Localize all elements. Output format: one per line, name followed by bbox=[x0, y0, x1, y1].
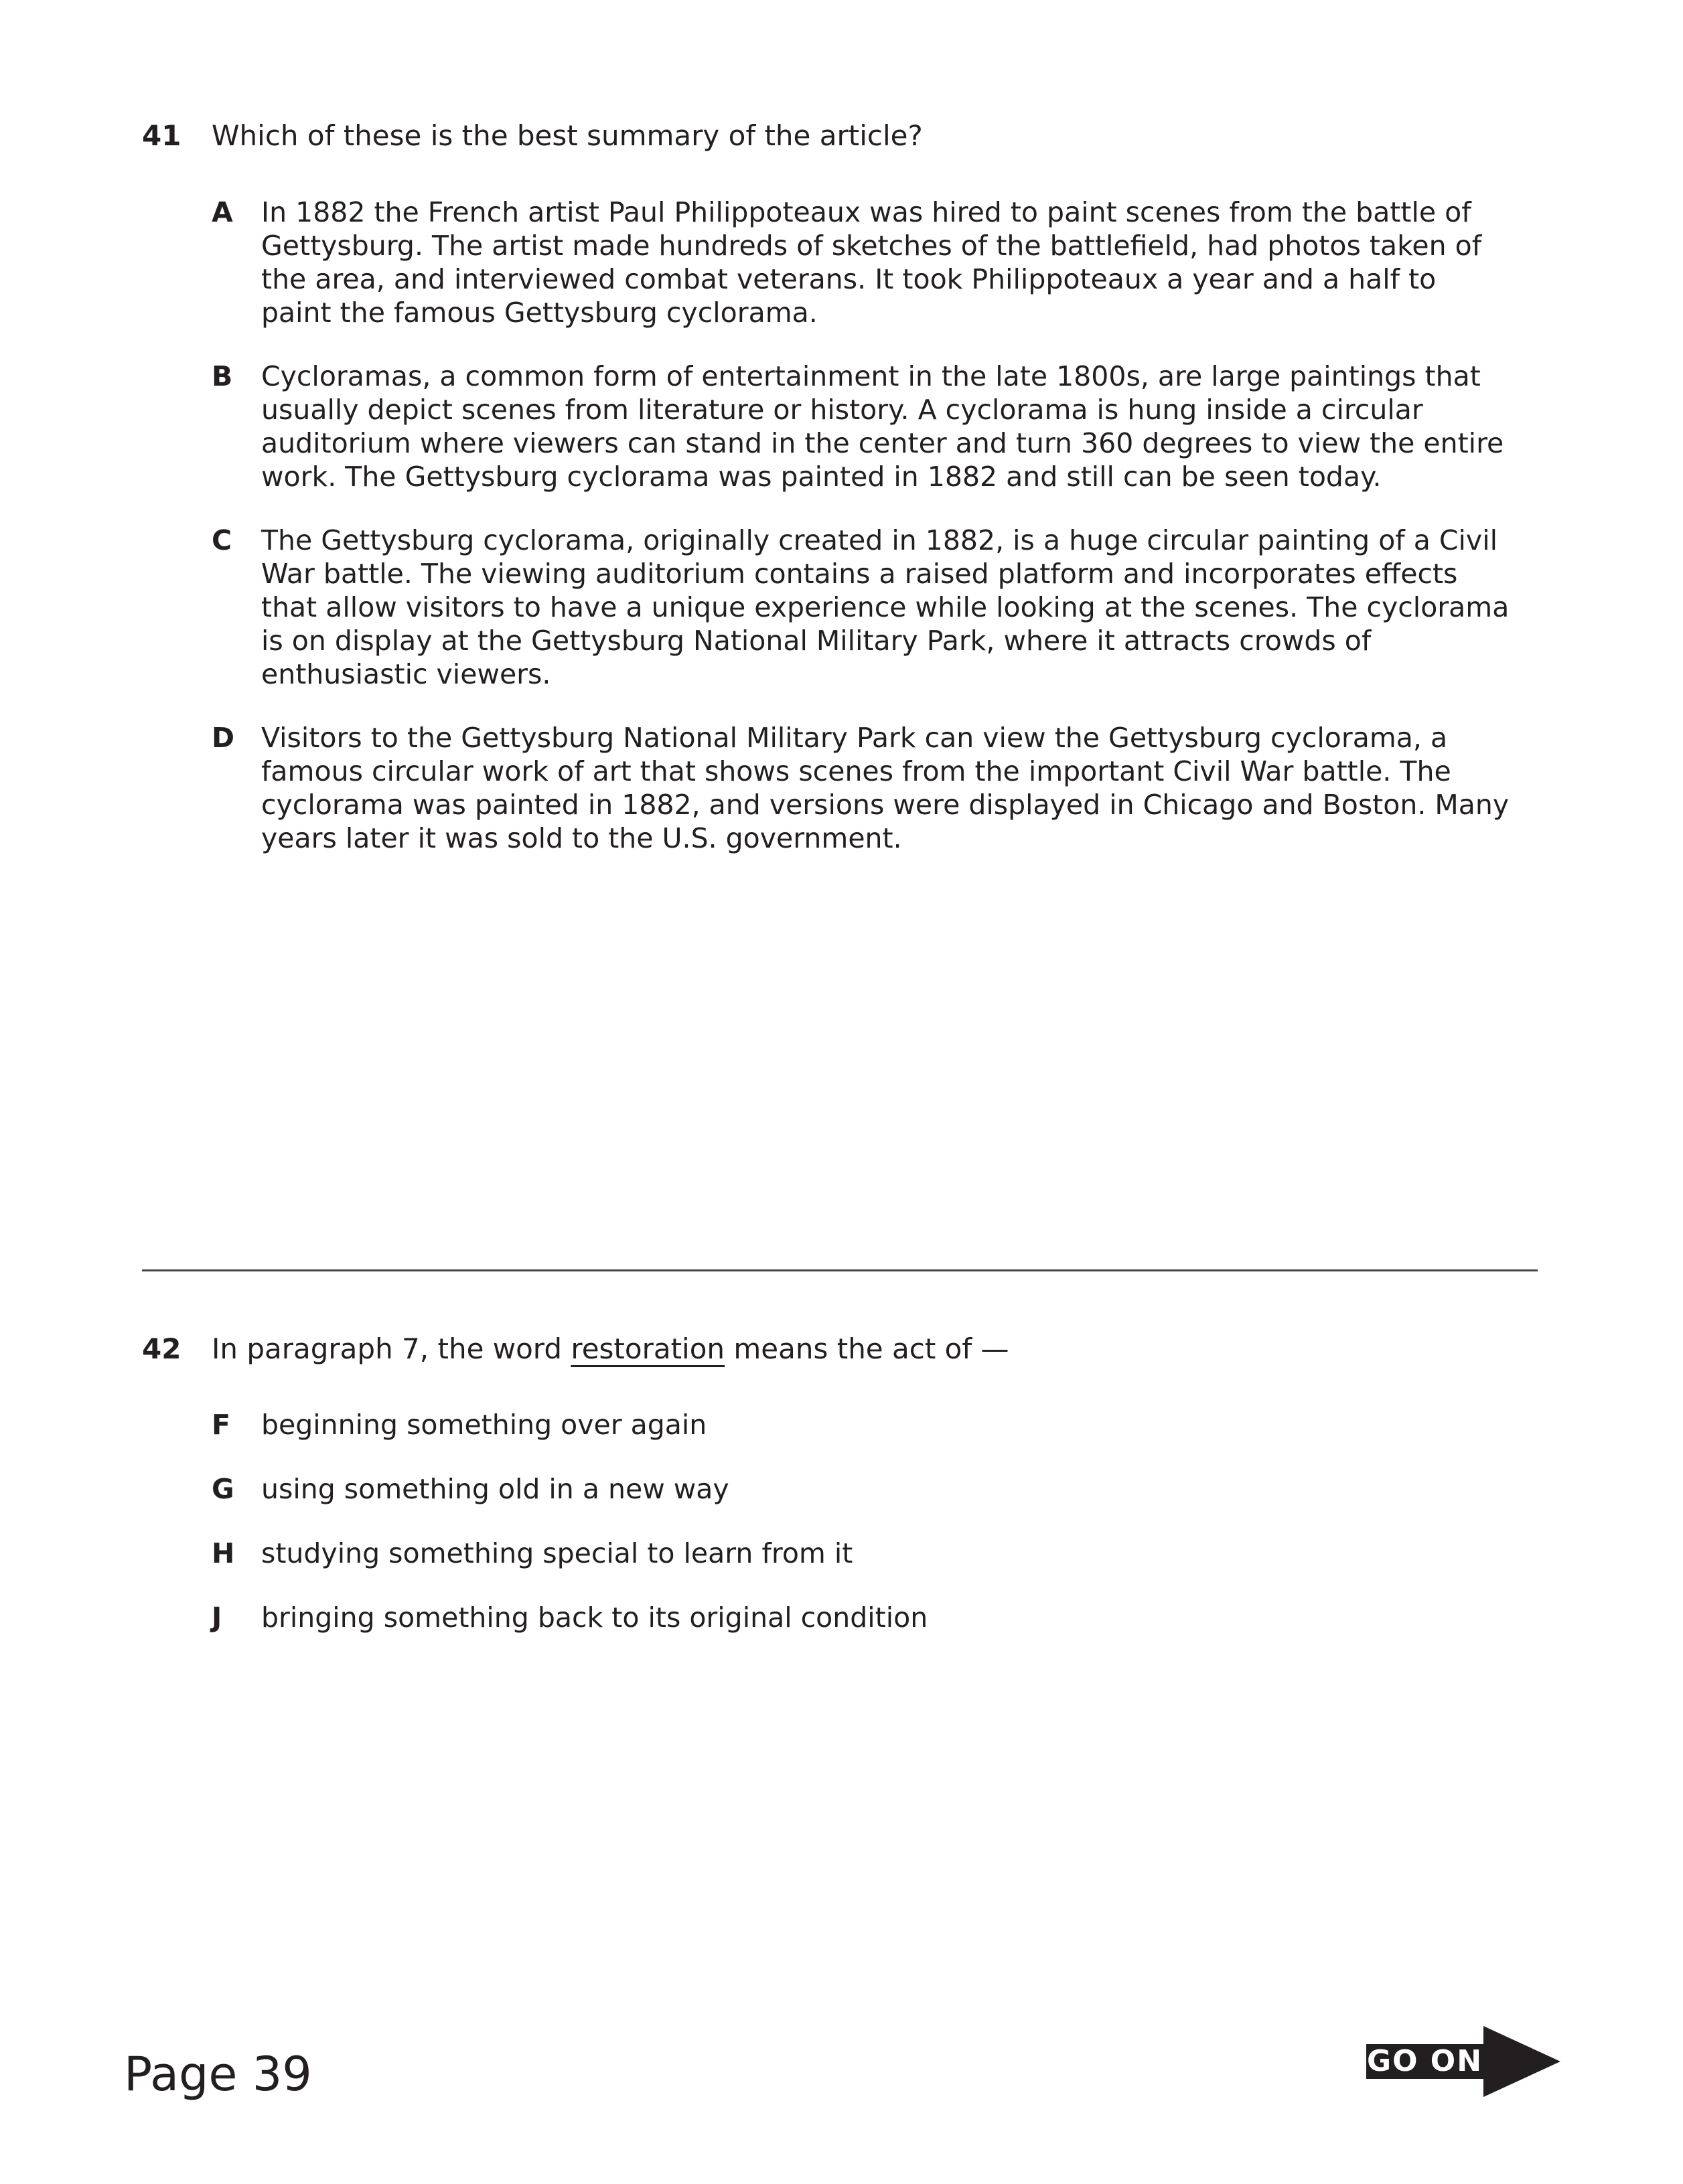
question-41-option-a[interactable] bbox=[212, 196, 1551, 329]
option-d-text: Visitors to the Gettysburg National Military Park can view the Gettysburg cyclorama, a famous circular work of art that shows scenes from the important Civil War battle. The cyclorama was painted in 1882, and versions were displayed in Chicago and Boston. Many years later it was sold to the U.S. government. bbox=[261, 722, 1510, 854]
option-letter-a: A bbox=[212, 196, 233, 228]
page-number: Page 39 bbox=[124, 2047, 312, 2102]
question-42-option-g[interactable] bbox=[212, 1472, 1551, 1506]
option-f-text: beginning something over again bbox=[261, 1409, 707, 1441]
option-letter-c: C bbox=[212, 524, 232, 556]
question-41-option-c[interactable] bbox=[212, 524, 1551, 691]
option-c-text: The Gettysburg cyclorama, originally created in 1882, is a huge circular painting of a Civil War battle. The viewing auditorium contains a raised platform and incorporates effects that allow visitors to have a unique experience while looking at the scenes. The cyclorama is on display at the Gettysburg National Military Park, where it attracts crowds of enthusiastic viewers. bbox=[261, 524, 1510, 690]
option-h-text: studying something special to learn from it bbox=[261, 1537, 853, 1569]
section-divider bbox=[142, 1269, 1538, 1271]
option-j-text: bringing something back to its original condition bbox=[261, 1602, 928, 1634]
option-letter-j: J bbox=[212, 1602, 222, 1634]
question-42-stem: In paragraph 7, the word restoration means the act of — bbox=[212, 1332, 1009, 1365]
option-b-text: Cycloramas, a common form of entertainment in the late 1800s, are large paintings that usually depict scenes from literature or history. A cyclorama is hung inside a circular auditorium where viewers can stand in the center and turn 360 degrees to view the entire work. The Gettysburg cyclorama was painted in 1882 and still can be seen today. bbox=[261, 360, 1504, 493]
question-41-option-b[interactable] bbox=[212, 360, 1551, 493]
option-letter-g: G bbox=[212, 1473, 234, 1505]
option-letter-f: F bbox=[212, 1409, 231, 1441]
question-42-number: 42 bbox=[142, 1332, 181, 1365]
option-a-text: In 1882 the French artist Paul Philippoteaux was hired to paint scenes from the battle of Gettysburg. The artist made hundreds of sketches of the battlefield, had photos taken of the area, and interviewed combat veterans. It took Philippoteaux a year and a half to paint the famous Gettysburg cyclorama. bbox=[261, 196, 1482, 329]
go-on-indicator bbox=[1366, 2026, 1560, 2097]
underlined-word: restoration bbox=[571, 1332, 725, 1365]
question-41-option-d[interactable] bbox=[212, 721, 1551, 855]
option-letter-d: D bbox=[212, 722, 235, 754]
option-letter-b: B bbox=[212, 360, 233, 392]
go-on-label: GO ON bbox=[1366, 2044, 1483, 2078]
option-letter-h: H bbox=[212, 1537, 235, 1569]
question-41-number: 41 bbox=[142, 119, 181, 152]
question-42-option-h[interactable] bbox=[212, 1537, 1551, 1570]
question-42-option-j[interactable] bbox=[212, 1601, 1551, 1634]
question-41-stem: Which of these is the best summary of the article? bbox=[212, 119, 923, 152]
option-g-text: using something old in a new way bbox=[261, 1473, 729, 1505]
question-42-option-f[interactable] bbox=[212, 1408, 1551, 1441]
